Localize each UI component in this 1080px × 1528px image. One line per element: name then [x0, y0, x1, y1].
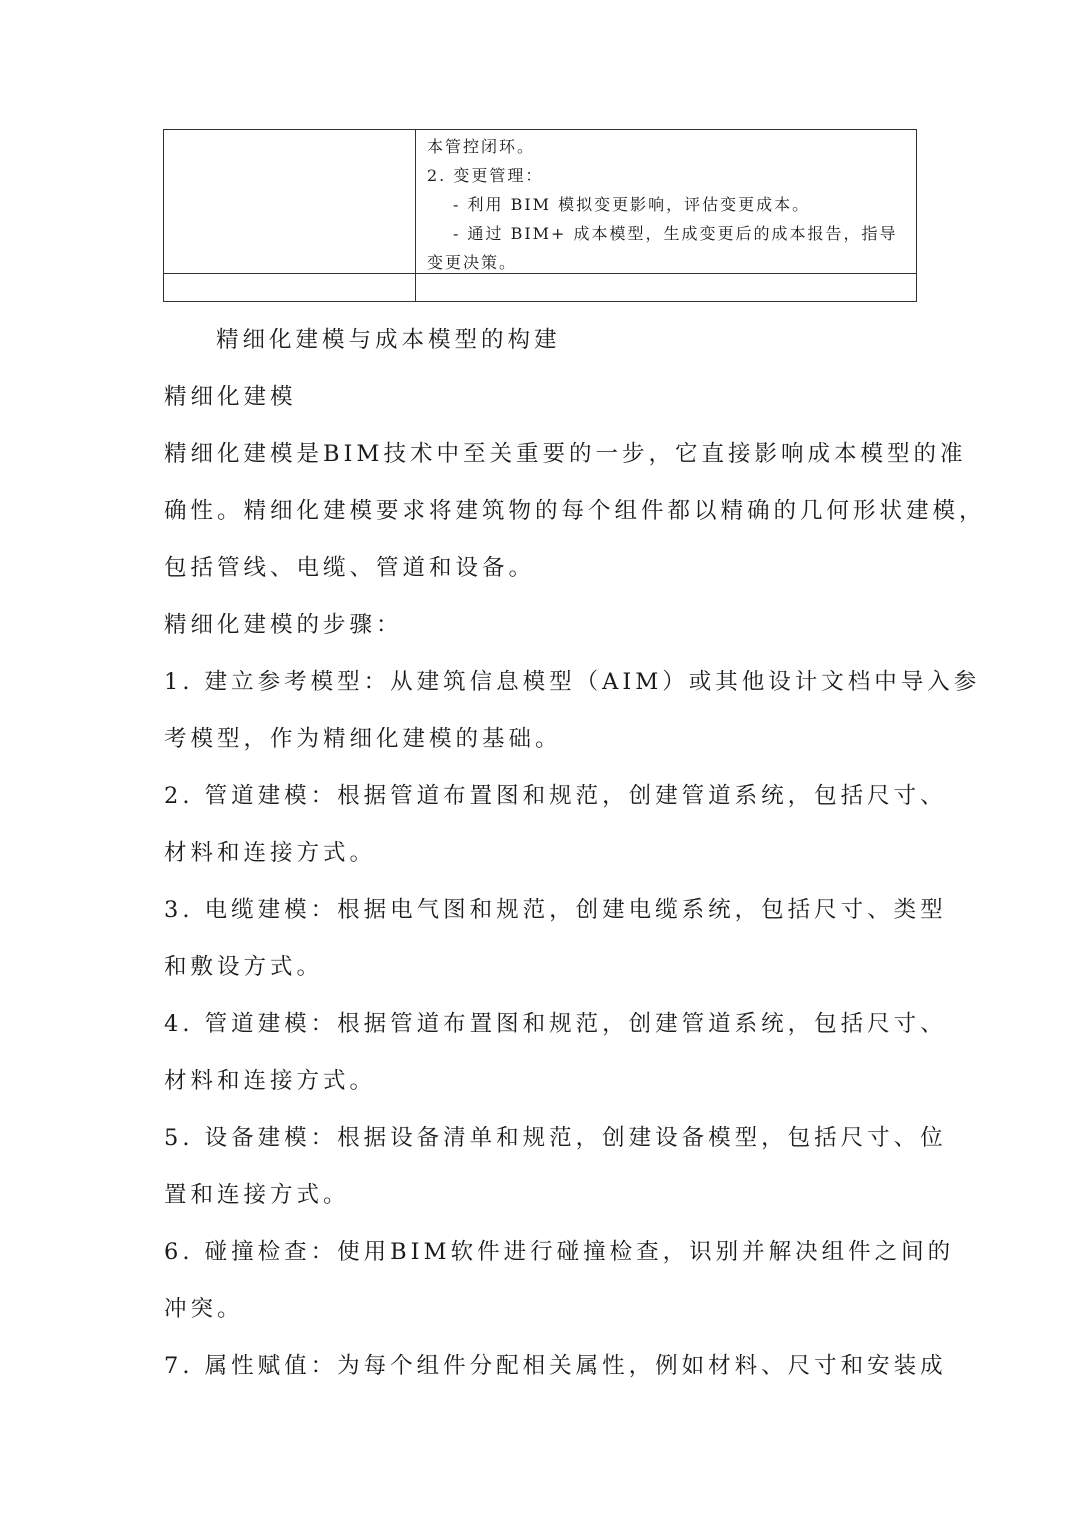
table-cell-line: - 利用 BIM 模拟变更影响，评估变更成本。 [453, 195, 811, 214]
table-column-divider [415, 130, 416, 301]
sub-heading: 精细化建模 [164, 384, 297, 410]
paragraph-line: 精细化建模是BIM技术中至关重要的一步，它直接影响成本模型的准 [164, 441, 967, 467]
paragraph-line: 包括管线、电缆、管道和设备。 [164, 555, 536, 581]
step-line: 材料和连接方式。 [164, 1068, 377, 1094]
content-table [163, 129, 917, 302]
step-line: 冲突。 [164, 1296, 244, 1322]
paragraph-line: 确性。精细化建模要求将建筑物的每个组件都以精确的几何形状建模， [164, 498, 986, 524]
step-line: 3. 电缆建模：根据电气图和规范，创建电缆系统，包括尺寸、类型 [164, 897, 947, 923]
step-line: 4. 管道建模：根据管道布置图和规范，创建管道系统，包括尺寸、 [164, 1011, 947, 1037]
step-line: 考模型，作为精细化建模的基础。 [164, 726, 562, 752]
table-cell-line: 2. 变更管理： [427, 166, 544, 185]
table-cell-line: 变更决策。 [427, 253, 518, 272]
table-cell-line: 本管控闭环。 [427, 137, 536, 156]
step-line: 材料和连接方式。 [164, 840, 377, 866]
document-body [164, 312, 986, 1395]
step-line: 6. 碰撞检查：使用BIM软件进行碰撞检查，识别并解决组件之间的 [164, 1239, 955, 1265]
table-right-cell [427, 132, 911, 277]
table-cell-line: - 通过 BIM+ 成本模型，生成变更后的成本报告，指导 [453, 224, 898, 243]
section-heading: 精细化建模与成本模型的构建 [216, 327, 561, 353]
step-line: 1. 建立参考模型：从建筑信息模型（AIM）或其他设计文档中导入参 [164, 669, 981, 695]
step-line: 置和连接方式。 [164, 1182, 350, 1208]
step-line: 7. 属性赋值：为每个组件分配相关属性，例如材料、尺寸和安装成 [164, 1353, 947, 1379]
step-line: 5. 设备建模：根据设备清单和规范，创建设备模型，包括尺寸、位 [164, 1125, 947, 1151]
step-line: 和敷设方式。 [164, 954, 324, 980]
step-line: 2. 管道建模：根据管道布置图和规范，创建管道系统，包括尺寸、 [164, 783, 947, 809]
steps-heading: 精细化建模的步骤： [164, 612, 403, 638]
